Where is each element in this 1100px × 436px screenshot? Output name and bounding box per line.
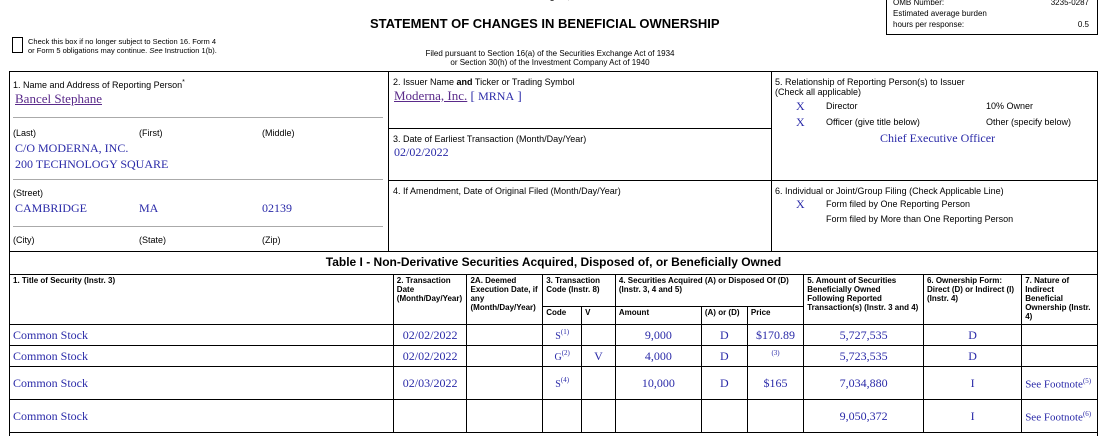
security-title: Common Stock	[10, 346, 394, 367]
amount: 10,000	[615, 367, 701, 400]
price: (3)	[747, 346, 803, 367]
transaction-code: $S^{(1)}$	[543, 325, 582, 346]
transaction-date: 02/02/2022	[393, 346, 467, 367]
omb-number-value: 3235-0287	[1050, 0, 1089, 7]
table1-title: Table I - Non-Derivative Securities Acquired, Disposed of, or Beneficially Owned	[325, 255, 782, 269]
omb-hours-value: 0.5	[1077, 20, 1089, 29]
header-price: Price	[747, 307, 803, 325]
form-title: STATEMENT OF CHANGES IN BENEFICIAL OWNERSHIP	[370, 16, 720, 31]
transaction-code	[543, 400, 582, 433]
box2-label: 2. Issuer Name and Ticker or Trading Symbol	[393, 77, 575, 87]
officer-title: Chief Executive Officer	[880, 131, 996, 145]
state-label: (State)	[139, 235, 167, 245]
issuer-line: Moderna, Inc. [ MRNA ]	[394, 88, 522, 103]
security-title: Common Stock	[10, 400, 394, 433]
nature-of-ownership	[1022, 325, 1098, 346]
filed-line1: Filed pursuant to Section 16(a) of the Securities Exchange Act of 1934	[425, 49, 675, 58]
box3-label: 3. Date of Earliest Transaction (Month/Day/Year)	[393, 134, 587, 144]
nature-of-ownership: See Footnote$^{(6)}$	[1022, 400, 1098, 433]
deemed-date	[467, 367, 543, 400]
transaction-code: $G^{(2)}$	[543, 346, 582, 367]
multi-person-label: Form filed by More than One Reporting Person	[826, 214, 1014, 224]
box6-label: 6. Individual or Joint/Group Filing (Check Applicable Line)	[775, 186, 1004, 196]
transaction-code: $S^{(4)}$	[543, 367, 582, 400]
address-line1: C/O MODERNA, INC.	[15, 141, 129, 155]
box5-label2: (Check all applicable)	[775, 87, 862, 97]
director-mark: X	[796, 99, 805, 113]
officer-label: Officer (give title below)	[826, 117, 920, 127]
ownership-form: D	[923, 346, 1021, 367]
nature-of-ownership: See Footnote$^{(5)}$	[1022, 367, 1098, 400]
zip-value: 02139	[262, 201, 292, 215]
reporting-person-name[interactable]: Bancel Stephane	[15, 91, 102, 106]
ownership-form: D	[923, 325, 1021, 346]
box5-label1: 5. Relationship of Reporting Person(s) to Issuer	[775, 77, 965, 87]
table-row	[10, 325, 1098, 346]
a-or-d: D	[701, 346, 747, 367]
header-title-of-security: 1. Title of Security (Instr. 3)	[10, 275, 394, 325]
v-flag: V	[582, 346, 616, 367]
checkbox-note	[28, 37, 217, 55]
deemed-date	[467, 325, 543, 346]
one-person-label: Form filed by One Reporting Person	[826, 199, 971, 209]
header-v: V	[582, 307, 616, 325]
transaction-date: 02/03/2022	[393, 367, 467, 400]
table-row	[10, 367, 1098, 400]
omb-number-label: OMB Number:	[893, 0, 945, 7]
security-title: Common Stock	[10, 367, 394, 400]
ticker-symbol: MRNA	[478, 89, 515, 103]
checkbox-note-line2: or Form 5 obligations may continue. See Instruction 1(b).	[28, 46, 217, 55]
address-line2: 200 TECHNOLOGY SQUARE	[15, 157, 169, 171]
amount-owned: 7,034,880	[804, 367, 924, 400]
omb-box	[886, 0, 1098, 35]
header-code: Code	[543, 307, 582, 325]
earliest-transaction-date: 02/02/2022	[394, 145, 449, 159]
amount: 4,000	[615, 346, 701, 367]
price	[747, 400, 803, 433]
section16-checkbox[interactable]	[12, 37, 23, 53]
deemed-date	[467, 400, 543, 433]
header-transaction-code: 3. Transaction Code (Instr. 8)	[543, 275, 616, 307]
omb-burden-label: Estimated average burden	[893, 9, 987, 18]
table1-header-row	[10, 275, 1098, 307]
security-title: Common Stock	[10, 325, 394, 346]
amount-owned: 9,050,372	[804, 400, 924, 433]
nature-of-ownership	[1022, 346, 1098, 367]
a-or-d: D	[701, 325, 747, 346]
other-label: Other (specify below)	[986, 117, 1072, 127]
zip-label: (Zip)	[262, 235, 281, 245]
one-person-mark: X	[796, 197, 805, 211]
director-label: Director	[826, 101, 858, 111]
officer-mark: X	[796, 115, 805, 129]
omb-hours-label: hours per response:	[893, 20, 965, 29]
header-transaction-date: 2. Transaction Date (Month/Day/Year)	[393, 275, 467, 325]
last-label: (Last)	[13, 128, 37, 138]
a-or-d: D	[701, 367, 747, 400]
city-value: CAMBRIDGE	[15, 201, 88, 215]
issuer-name-link[interactable]: Moderna, Inc.	[394, 88, 468, 103]
box1-label: 1. Name and Address of Reporting Person*	[13, 79, 185, 90]
header-securities-acquired: 4. Securities Acquired (A) or Disposed Of (D) (Instr. 3, 4 and 5)	[615, 275, 803, 307]
filed-pursuant	[380, 49, 720, 67]
table1	[9, 274, 1098, 433]
header-nature-ownership: 7. Nature of Indirect Beneficial Ownership (Instr. 4)	[1022, 275, 1098, 325]
price: $170.89	[747, 325, 803, 346]
state-value: MA	[139, 201, 159, 215]
agency-line	[520, 0, 618, 1]
box4-label: 4. If Amendment, Date of Original Filed (Month/Day/Year)	[393, 186, 621, 196]
deemed-date	[467, 346, 543, 367]
checkbox-note-line1: Check this box if no longer subject to Section 16. Form 4	[28, 37, 217, 46]
price: $165	[747, 367, 803, 400]
header-ownership-form: 6. Ownership Form: Direct (D) or Indirect (I) (Instr. 4)	[923, 275, 1021, 325]
street-label: (Street)	[13, 188, 44, 198]
v-flag	[582, 400, 616, 433]
amount: 9,000	[615, 325, 701, 346]
amount	[615, 400, 701, 433]
transaction-date	[393, 400, 467, 433]
v-flag	[582, 325, 616, 346]
amount-owned: 5,727,535	[804, 325, 924, 346]
header-a-or-d: (A) or (D)	[701, 307, 747, 325]
transaction-date: 02/02/2022	[393, 325, 467, 346]
city-label: (City)	[13, 235, 35, 245]
a-or-d	[701, 400, 747, 433]
first-label: (First)	[139, 128, 163, 138]
header-deemed-date: 2A. Deemed Execution Date, if any (Month/Day/Year)	[467, 275, 543, 325]
header-amount-owned: 5. Amount of Securities Beneficially Owned Following Reported Transaction(s) (Instr. 3 and 4)	[804, 275, 924, 325]
middle-label: (Middle)	[262, 128, 295, 138]
ownership-form: I	[923, 367, 1021, 400]
table-row	[10, 400, 1098, 433]
header-amount: Amount	[615, 307, 701, 325]
ownership-form: I	[923, 400, 1021, 433]
amount-owned: 5,723,535	[804, 346, 924, 367]
table-row	[10, 346, 1098, 367]
filed-line2: or Section 30(h) of the Investment Company Act of 1940	[450, 58, 650, 67]
ten-pct-owner-label: 10% Owner	[986, 101, 1034, 111]
v-flag	[582, 367, 616, 400]
